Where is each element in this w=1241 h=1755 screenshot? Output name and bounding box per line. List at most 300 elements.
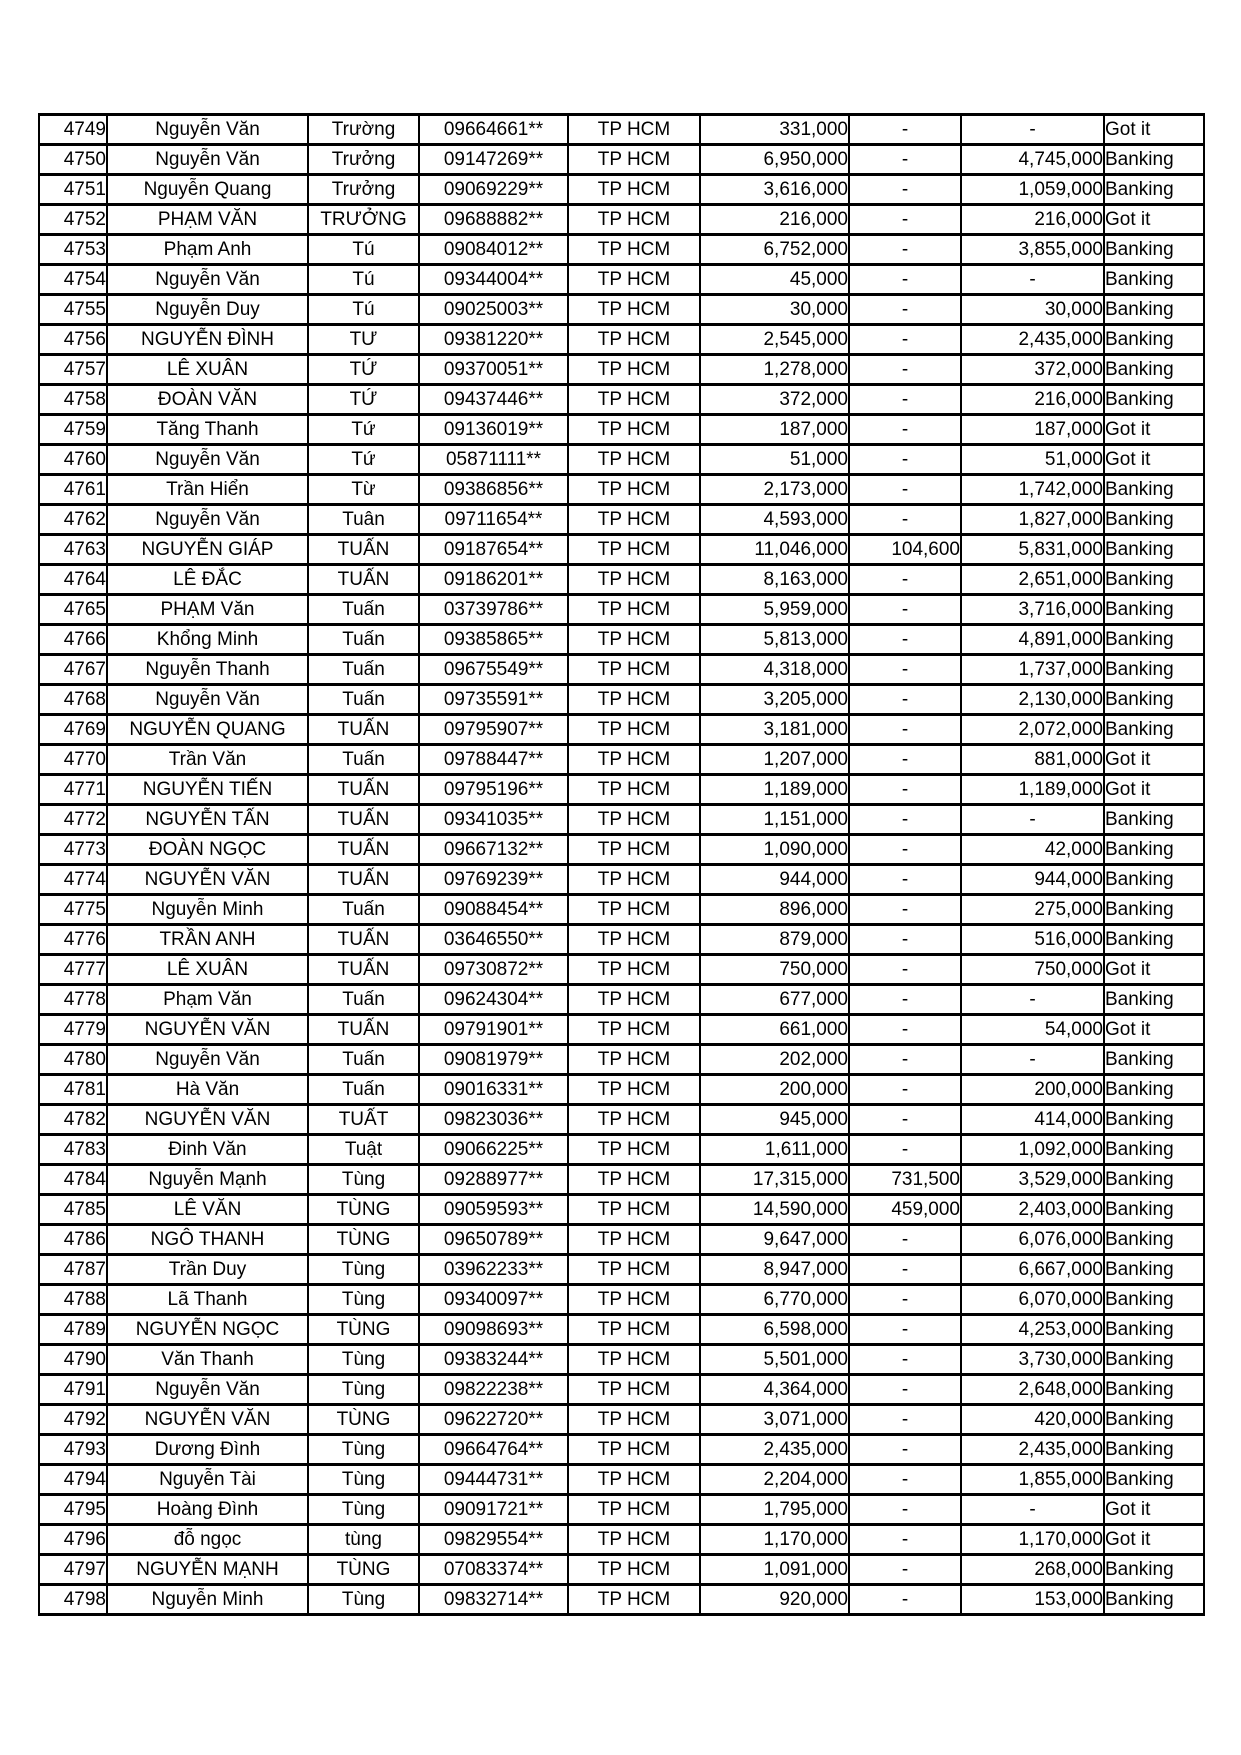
cell-first-name: TÙNG xyxy=(308,1225,419,1255)
cell-amount-2: - xyxy=(849,475,961,505)
cell-amount-1: 6,770,000 xyxy=(700,1285,849,1315)
cell-phone: 09187654** xyxy=(419,535,568,565)
cell-amount-3: 275,000 xyxy=(961,895,1104,925)
cell-amount-1: 3,181,000 xyxy=(700,715,849,745)
cell-city: TP HCM xyxy=(568,1045,700,1075)
cell-city: TP HCM xyxy=(568,1405,700,1435)
cell-first-name: Tú xyxy=(308,235,419,265)
cell-amount-2: - xyxy=(849,1045,961,1075)
cell-amount-3: 2,435,000 xyxy=(961,1435,1104,1465)
cell-name: NGUYỄN VĂN xyxy=(107,1015,308,1045)
cell-amount-2: - xyxy=(849,925,961,955)
cell-status: Banking xyxy=(1104,1315,1204,1345)
table-row xyxy=(39,1345,1204,1375)
cell-first-name: Tuấn xyxy=(308,985,419,1015)
cell-amount-2: 731,500 xyxy=(849,1165,961,1195)
cell-name: Phạm Văn xyxy=(107,985,308,1015)
cell-status: Banking xyxy=(1104,685,1204,715)
cell-amount-1: 8,163,000 xyxy=(700,565,849,595)
cell-amount-1: 2,204,000 xyxy=(700,1465,849,1495)
cell-name: ĐOÀN VĂN xyxy=(107,385,308,415)
cell-status: Banking xyxy=(1104,805,1204,835)
cell-amount-2: - xyxy=(849,1465,961,1495)
table-row xyxy=(39,1075,1204,1105)
cell-amount-1: 1,170,000 xyxy=(700,1525,849,1555)
cell-amount-1: 200,000 xyxy=(700,1075,849,1105)
cell-amount-1: 3,616,000 xyxy=(700,175,849,205)
cell-name: Nguyễn Thanh xyxy=(107,655,308,685)
cell-city: TP HCM xyxy=(568,145,700,175)
cell-status: Got it xyxy=(1104,415,1204,445)
cell-amount-2: - xyxy=(849,505,961,535)
cell-amount-1: 202,000 xyxy=(700,1045,849,1075)
cell-first-name: TỨ xyxy=(308,385,419,415)
cell-status: Banking xyxy=(1104,625,1204,655)
cell-amount-3: 414,000 xyxy=(961,1105,1104,1135)
cell-status: Banking xyxy=(1104,1135,1204,1165)
cell-no: 4771 xyxy=(39,775,107,805)
cell-city: TP HCM xyxy=(568,535,700,565)
cell-name: Hoàng Đình xyxy=(107,1495,308,1525)
cell-amount-1: 1,278,000 xyxy=(700,355,849,385)
cell-no: 4769 xyxy=(39,715,107,745)
cell-amount-1: 1,207,000 xyxy=(700,745,849,775)
cell-no: 4776 xyxy=(39,925,107,955)
cell-name: Nguyễn Quang xyxy=(107,175,308,205)
cell-city: TP HCM xyxy=(568,835,700,865)
table-row xyxy=(39,625,1204,655)
cell-phone: 03646550** xyxy=(419,925,568,955)
cell-no: 4780 xyxy=(39,1045,107,1075)
cell-amount-3: 30,000 xyxy=(961,295,1104,325)
cell-name: Phạm Anh xyxy=(107,235,308,265)
cell-phone: 09730872** xyxy=(419,955,568,985)
table-row xyxy=(39,1135,1204,1165)
cell-first-name: TÙNG xyxy=(308,1195,419,1225)
table-row xyxy=(39,1045,1204,1075)
cell-amount-3: - xyxy=(961,115,1104,145)
cell-amount-3: - xyxy=(961,985,1104,1015)
cell-name: Nguyễn Duy xyxy=(107,295,308,325)
cell-phone: 09769239** xyxy=(419,865,568,895)
cell-first-name: Tùng xyxy=(308,1495,419,1525)
cell-phone: 09066225** xyxy=(419,1135,568,1165)
cell-status: Banking xyxy=(1104,355,1204,385)
cell-status: Banking xyxy=(1104,1225,1204,1255)
cell-status: Banking xyxy=(1104,385,1204,415)
cell-amount-2: - xyxy=(849,1525,961,1555)
cell-city: TP HCM xyxy=(568,175,700,205)
cell-city: TP HCM xyxy=(568,865,700,895)
cell-name: Nguyễn Văn xyxy=(107,115,308,145)
cell-amount-1: 1,189,000 xyxy=(700,775,849,805)
table-row xyxy=(39,325,1204,355)
cell-city: TP HCM xyxy=(568,415,700,445)
cell-amount-1: 3,071,000 xyxy=(700,1405,849,1435)
cell-amount-1: 945,000 xyxy=(700,1105,849,1135)
cell-amount-1: 8,947,000 xyxy=(700,1255,849,1285)
cell-amount-3: 216,000 xyxy=(961,205,1104,235)
cell-first-name: TUẤN xyxy=(308,865,419,895)
cell-no: 4782 xyxy=(39,1105,107,1135)
cell-city: TP HCM xyxy=(568,1105,700,1135)
cell-name: Nguyễn Minh xyxy=(107,895,308,925)
cell-phone: 05871111** xyxy=(419,445,568,475)
cell-first-name: Từ xyxy=(308,475,419,505)
cell-no: 4758 xyxy=(39,385,107,415)
cell-name: Đinh Văn xyxy=(107,1135,308,1165)
cell-phone: 09829554** xyxy=(419,1525,568,1555)
cell-first-name: Tuấn xyxy=(308,895,419,925)
cell-amount-3: 54,000 xyxy=(961,1015,1104,1045)
cell-amount-1: 3,205,000 xyxy=(700,685,849,715)
cell-amount-3: 420,000 xyxy=(961,1405,1104,1435)
cell-status: Banking xyxy=(1104,655,1204,685)
cell-no: 4766 xyxy=(39,625,107,655)
table-row xyxy=(39,1495,1204,1525)
cell-name: NGUYỄN TẤN xyxy=(107,805,308,835)
cell-phone: 09711654** xyxy=(419,505,568,535)
cell-phone: 09288977** xyxy=(419,1165,568,1195)
cell-first-name: Tuấn xyxy=(308,685,419,715)
cell-phone: 09341035** xyxy=(419,805,568,835)
cell-amount-2: - xyxy=(849,115,961,145)
cell-first-name: TUẤN xyxy=(308,805,419,835)
cell-city: TP HCM xyxy=(568,115,700,145)
cell-amount-2: - xyxy=(849,1015,961,1045)
cell-amount-1: 6,950,000 xyxy=(700,145,849,175)
cell-amount-2: - xyxy=(849,145,961,175)
cell-city: TP HCM xyxy=(568,565,700,595)
cell-no: 4797 xyxy=(39,1555,107,1585)
table-row xyxy=(39,355,1204,385)
cell-no: 4772 xyxy=(39,805,107,835)
cell-first-name: Tuân xyxy=(308,505,419,535)
cell-amount-3: 1,742,000 xyxy=(961,475,1104,505)
cell-amount-1: 661,000 xyxy=(700,1015,849,1045)
cell-city: TP HCM xyxy=(568,895,700,925)
table-row xyxy=(39,595,1204,625)
cell-phone: 09016331** xyxy=(419,1075,568,1105)
cell-amount-2: - xyxy=(849,655,961,685)
cell-city: TP HCM xyxy=(568,1195,700,1225)
table-row xyxy=(39,685,1204,715)
cell-city: TP HCM xyxy=(568,805,700,835)
table-body xyxy=(39,115,1204,1615)
cell-amount-2: - xyxy=(849,1075,961,1105)
cell-amount-1: 372,000 xyxy=(700,385,849,415)
cell-phone: 09664661** xyxy=(419,115,568,145)
cell-first-name: Tùng xyxy=(308,1255,419,1285)
cell-name: PHẠM VĂN xyxy=(107,205,308,235)
cell-no: 4787 xyxy=(39,1255,107,1285)
cell-first-name: TRƯỞNG xyxy=(308,205,419,235)
cell-first-name: TUẤT xyxy=(308,1105,419,1135)
cell-amount-2: - xyxy=(849,685,961,715)
cell-status: Banking xyxy=(1104,1075,1204,1105)
cell-name: Nguyễn Tài xyxy=(107,1465,308,1495)
cell-no: 4785 xyxy=(39,1195,107,1225)
cell-city: TP HCM xyxy=(568,1555,700,1585)
cell-first-name: tùng xyxy=(308,1525,419,1555)
cell-status: Got it xyxy=(1104,955,1204,985)
cell-city: TP HCM xyxy=(568,925,700,955)
cell-amount-3: 1,737,000 xyxy=(961,655,1104,685)
cell-amount-2: - xyxy=(849,1345,961,1375)
cell-amount-1: 216,000 xyxy=(700,205,849,235)
cell-no: 4764 xyxy=(39,565,107,595)
cell-amount-1: 5,959,000 xyxy=(700,595,849,625)
cell-amount-3: - xyxy=(961,805,1104,835)
cell-status: Banking xyxy=(1104,1285,1204,1315)
cell-name: LÊ VĂN xyxy=(107,1195,308,1225)
cell-amount-1: 9,647,000 xyxy=(700,1225,849,1255)
cell-amount-3: 268,000 xyxy=(961,1555,1104,1585)
cell-no: 4795 xyxy=(39,1495,107,1525)
cell-status: Banking xyxy=(1104,1555,1204,1585)
table-row xyxy=(39,955,1204,985)
cell-amount-2: - xyxy=(849,1435,961,1465)
cell-status: Banking xyxy=(1104,1105,1204,1135)
cell-no: 4768 xyxy=(39,685,107,715)
cell-no: 4761 xyxy=(39,475,107,505)
cell-city: TP HCM xyxy=(568,325,700,355)
cell-city: TP HCM xyxy=(568,1495,700,1525)
cell-city: TP HCM xyxy=(568,985,700,1015)
cell-amount-2: - xyxy=(849,205,961,235)
cell-name: NGUYỄN MẠNH xyxy=(107,1555,308,1585)
cell-name: NGUYỄN VĂN xyxy=(107,865,308,895)
cell-no: 4774 xyxy=(39,865,107,895)
cell-status: Banking xyxy=(1104,865,1204,895)
cell-amount-3: 51,000 xyxy=(961,445,1104,475)
cell-amount-1: 45,000 xyxy=(700,265,849,295)
cell-amount-3: 2,072,000 xyxy=(961,715,1104,745)
cell-no: 4763 xyxy=(39,535,107,565)
cell-first-name: TÙNG xyxy=(308,1315,419,1345)
cell-phone: 09675549** xyxy=(419,655,568,685)
cell-amount-3: 1,092,000 xyxy=(961,1135,1104,1165)
cell-city: TP HCM xyxy=(568,295,700,325)
table-row xyxy=(39,445,1204,475)
document-page xyxy=(38,113,1205,1616)
cell-status: Banking xyxy=(1104,1045,1204,1075)
cell-no: 4767 xyxy=(39,655,107,685)
cell-amount-2: - xyxy=(849,895,961,925)
cell-amount-1: 1,090,000 xyxy=(700,835,849,865)
cell-no: 4760 xyxy=(39,445,107,475)
cell-first-name: Tùng xyxy=(308,1165,419,1195)
cell-amount-3: 187,000 xyxy=(961,415,1104,445)
table-row xyxy=(39,655,1204,685)
cell-city: TP HCM xyxy=(568,1525,700,1555)
cell-phone: 03739786** xyxy=(419,595,568,625)
cell-amount-2: - xyxy=(849,1315,961,1345)
cell-amount-1: 920,000 xyxy=(700,1585,849,1615)
cell-city: TP HCM xyxy=(568,595,700,625)
cell-first-name: Tuấn xyxy=(308,745,419,775)
cell-phone: 09791901** xyxy=(419,1015,568,1045)
cell-no: 4757 xyxy=(39,355,107,385)
cell-city: TP HCM xyxy=(568,775,700,805)
cell-amount-1: 4,593,000 xyxy=(700,505,849,535)
cell-amount-1: 2,435,000 xyxy=(700,1435,849,1465)
cell-status: Banking xyxy=(1104,1255,1204,1285)
cell-status: Banking xyxy=(1104,325,1204,355)
cell-name: Nguyễn Minh xyxy=(107,1585,308,1615)
table-row xyxy=(39,895,1204,925)
cell-first-name: TƯ xyxy=(308,325,419,355)
cell-status: Got it xyxy=(1104,745,1204,775)
cell-no: 4779 xyxy=(39,1015,107,1045)
table-row xyxy=(39,1525,1204,1555)
cell-amount-2: - xyxy=(849,235,961,265)
cell-first-name: TUẤN xyxy=(308,1015,419,1045)
cell-city: TP HCM xyxy=(568,745,700,775)
cell-amount-3: 1,827,000 xyxy=(961,505,1104,535)
cell-status: Banking xyxy=(1104,1345,1204,1375)
cell-status: Banking xyxy=(1104,475,1204,505)
cell-phone: 09624304** xyxy=(419,985,568,1015)
cell-name: NGUYỄN VĂN xyxy=(107,1405,308,1435)
cell-amount-2: - xyxy=(849,955,961,985)
cell-first-name: Tuấn xyxy=(308,1075,419,1105)
cell-amount-3: 1,855,000 xyxy=(961,1465,1104,1495)
cell-name: TRẦN ANH xyxy=(107,925,308,955)
cell-city: TP HCM xyxy=(568,685,700,715)
cell-status: Got it xyxy=(1104,1015,1204,1045)
cell-amount-2: - xyxy=(849,835,961,865)
cell-city: TP HCM xyxy=(568,355,700,385)
cell-no: 4796 xyxy=(39,1525,107,1555)
cell-name: Lã Thanh xyxy=(107,1285,308,1315)
cell-status: Banking xyxy=(1104,1165,1204,1195)
cell-amount-3: 2,435,000 xyxy=(961,325,1104,355)
cell-amount-2: - xyxy=(849,265,961,295)
cell-name: PHẠM Văn xyxy=(107,595,308,625)
cell-city: TP HCM xyxy=(568,1435,700,1465)
cell-first-name: Tú xyxy=(308,295,419,325)
cell-no: 4752 xyxy=(39,205,107,235)
cell-phone: 09370051** xyxy=(419,355,568,385)
cell-city: TP HCM xyxy=(568,1255,700,1285)
table-row xyxy=(39,1105,1204,1135)
cell-amount-2: - xyxy=(849,445,961,475)
cell-amount-3: 6,076,000 xyxy=(961,1225,1104,1255)
cell-status: Banking xyxy=(1104,895,1204,925)
cell-city: TP HCM xyxy=(568,1345,700,1375)
cell-amount-3: 2,648,000 xyxy=(961,1375,1104,1405)
cell-city: TP HCM xyxy=(568,475,700,505)
cell-amount-3: 153,000 xyxy=(961,1585,1104,1615)
cell-amount-2: - xyxy=(849,385,961,415)
cell-name: NGUYỄN ĐÌNH xyxy=(107,325,308,355)
cell-name: NGUYỄN VĂN xyxy=(107,1105,308,1135)
cell-amount-1: 1,611,000 xyxy=(700,1135,849,1165)
cell-amount-2: - xyxy=(849,715,961,745)
table-row xyxy=(39,475,1204,505)
cell-phone: 09088454** xyxy=(419,895,568,925)
cell-name: ĐOÀN NGỌC xyxy=(107,835,308,865)
cell-amount-3: 42,000 xyxy=(961,835,1104,865)
table-row xyxy=(39,115,1204,145)
cell-amount-3: 881,000 xyxy=(961,745,1104,775)
cell-phone: 09385865** xyxy=(419,625,568,655)
cell-amount-2: - xyxy=(849,1135,961,1165)
cell-phone: 09823036** xyxy=(419,1105,568,1135)
cell-no: 4751 xyxy=(39,175,107,205)
cell-status: Got it xyxy=(1104,775,1204,805)
cell-amount-1: 1,091,000 xyxy=(700,1555,849,1585)
cell-first-name: Tuấn xyxy=(308,595,419,625)
cell-name: Trần Văn xyxy=(107,745,308,775)
cell-amount-1: 2,545,000 xyxy=(700,325,849,355)
table-row xyxy=(39,805,1204,835)
cell-phone: 09437446** xyxy=(419,385,568,415)
cell-amount-2: - xyxy=(849,1375,961,1405)
cell-amount-2: - xyxy=(849,1585,961,1615)
cell-no: 4798 xyxy=(39,1585,107,1615)
cell-amount-2: - xyxy=(849,865,961,895)
cell-phone: 09091721** xyxy=(419,1495,568,1525)
cell-phone: 09084012** xyxy=(419,235,568,265)
cell-city: TP HCM xyxy=(568,1375,700,1405)
cell-status: Banking xyxy=(1104,1585,1204,1615)
cell-phone: 09386856** xyxy=(419,475,568,505)
cell-first-name: Trường xyxy=(308,115,419,145)
table-row xyxy=(39,1585,1204,1615)
cell-name: Trần Duy xyxy=(107,1255,308,1285)
cell-no: 4794 xyxy=(39,1465,107,1495)
cell-name: Nguyễn Văn xyxy=(107,145,308,175)
cell-city: TP HCM xyxy=(568,505,700,535)
table-row xyxy=(39,1405,1204,1435)
cell-amount-3: 4,891,000 xyxy=(961,625,1104,655)
cell-no: 4778 xyxy=(39,985,107,1015)
cell-amount-1: 17,315,000 xyxy=(700,1165,849,1195)
cell-amount-3: - xyxy=(961,1495,1104,1525)
cell-phone: 09735591** xyxy=(419,685,568,715)
cell-amount-2: - xyxy=(849,415,961,445)
cell-city: TP HCM xyxy=(568,1225,700,1255)
cell-phone: 09622720** xyxy=(419,1405,568,1435)
cell-name: LÊ XUÂN xyxy=(107,355,308,385)
cell-amount-3: 3,730,000 xyxy=(961,1345,1104,1375)
cell-amount-3: 216,000 xyxy=(961,385,1104,415)
cell-amount-3: 4,745,000 xyxy=(961,145,1104,175)
cell-status: Banking xyxy=(1104,715,1204,745)
cell-amount-3: 1,189,000 xyxy=(961,775,1104,805)
cell-status: Banking xyxy=(1104,1195,1204,1225)
cell-phone: 09650789** xyxy=(419,1225,568,1255)
cell-first-name: Tùng xyxy=(308,1375,419,1405)
cell-amount-1: 51,000 xyxy=(700,445,849,475)
table-row xyxy=(39,1375,1204,1405)
cell-name: Nguyễn Văn xyxy=(107,685,308,715)
cell-name: Văn Thanh xyxy=(107,1345,308,1375)
cell-amount-3: 372,000 xyxy=(961,355,1104,385)
cell-no: 4759 xyxy=(39,415,107,445)
cell-no: 4762 xyxy=(39,505,107,535)
cell-phone: 09081979** xyxy=(419,1045,568,1075)
cell-status: Got it xyxy=(1104,1525,1204,1555)
cell-status: Banking xyxy=(1104,145,1204,175)
cell-amount-3: 750,000 xyxy=(961,955,1104,985)
cell-name: Nguyễn Mạnh xyxy=(107,1165,308,1195)
cell-status: Banking xyxy=(1104,175,1204,205)
table-row xyxy=(39,205,1204,235)
cell-no: 4754 xyxy=(39,265,107,295)
